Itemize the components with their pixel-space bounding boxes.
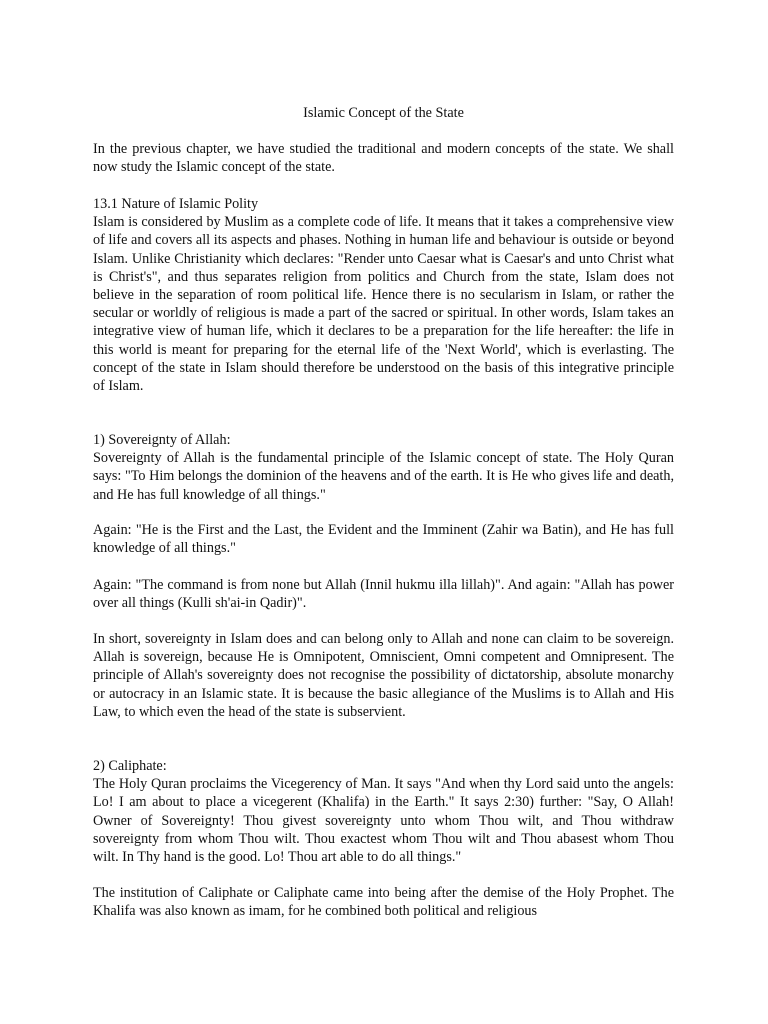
section-paragraph: Sovereignty of Allah is the fundamental principle of the Islamic concept of state. The Holy Quran says: "To Him belongs the dominion of the heavens and of the earth. It is He who gives life and death, and He has full knowledge of all things." (93, 450, 674, 503)
section-sovereignty-of-allah (93, 431, 674, 504)
again-paragraph-2: Again: "The command is from none but Allah (Innil hukmu illa lillah)". And again: "Allah has power over all things (Kulli sh'ai-in Qadir)". (93, 577, 674, 612)
section-paragraph: Islam is considered by Muslim as a complete code of life. It means that it takes a comprehensive view of life and covers all its aspects and phases. Nothing in human life and behaviour is outside or beyond Islam. Unlike Christianity which declares: "Render unto Caesar what is Caesar's and unto Christ what is Christ's", and thus separates religion from politics and Church from the state, Islam does not believe in the separation of room political life. Hence there is no secularism in Islam, or rather the secular or worldly of religious is made a part of the sacred or spiritual. In other words, Islam takes an integrative view of human life, which it declares to be a preparation for the life hereafter: the life in this world is meant for preparing for the eternal life of the 'Next World', which is everlasting. The concept of the state in Islam should therefore be understood on the basis of this integrative principle of Islam. (93, 214, 674, 395)
again-paragraph-1: Again: "He is the First and the Last, the Evident and the Imminent (Zahir wa Batin), and He has full knowledge of all things." (93, 522, 674, 557)
section-heading: 1) Sovereignty of Allah: (93, 432, 231, 448)
section-caliphate (93, 757, 674, 866)
institution-paragraph: The institution of Caliphate or Caliphate came into being after the demise of the Holy Prophet. The Khalifa was also known as imam, for he combined both political and religious (93, 885, 674, 920)
document-title: Islamic Concept of the State (303, 105, 464, 121)
in-short-paragraph: In short, sovereignty in Islam does and can belong only to Allah and none can claim to be sovereign. Allah is sovereign, because He is Omnipotent, Omniscient, Omni competent and Omnipresent. The principle of Allah's sovereignty does not recognise the possibility of dictatorship, absolute monarchy or autocracy in an Islamic state. It is because the basic allegiance of the Muslims is to Allah and His Law, to which even the head of the state is subservient. (93, 631, 674, 720)
section-nature-of-islamic-polity (93, 195, 674, 395)
section-heading: 13.1 Nature of Islamic Polity (93, 196, 259, 212)
section-heading: 2) Caliphate: (93, 758, 167, 774)
intro-paragraph: In the previous chapter, we have studied the traditional and modern concepts of the state. We shall now study the Islamic concept of the state. (93, 141, 674, 176)
section-paragraph: The Holy Quran proclaims the Vicegerency of Man. It says "And when thy Lord said unto the angels: Lo! I am about to place a vicegerent (Khalifa) in the Earth." It says 2:30) further: "Say, O Allah! Owner of Sovereignty! Thou givest sovereignty unto whom Thou wilt, and Thou withdraw sovereignty from whom Thou wilt. Thou exactest whom Thou wilt and Thou abasest whom Thou wilt. In Thy hand is the good. Lo! Thou art able to do all things." (93, 776, 674, 866)
